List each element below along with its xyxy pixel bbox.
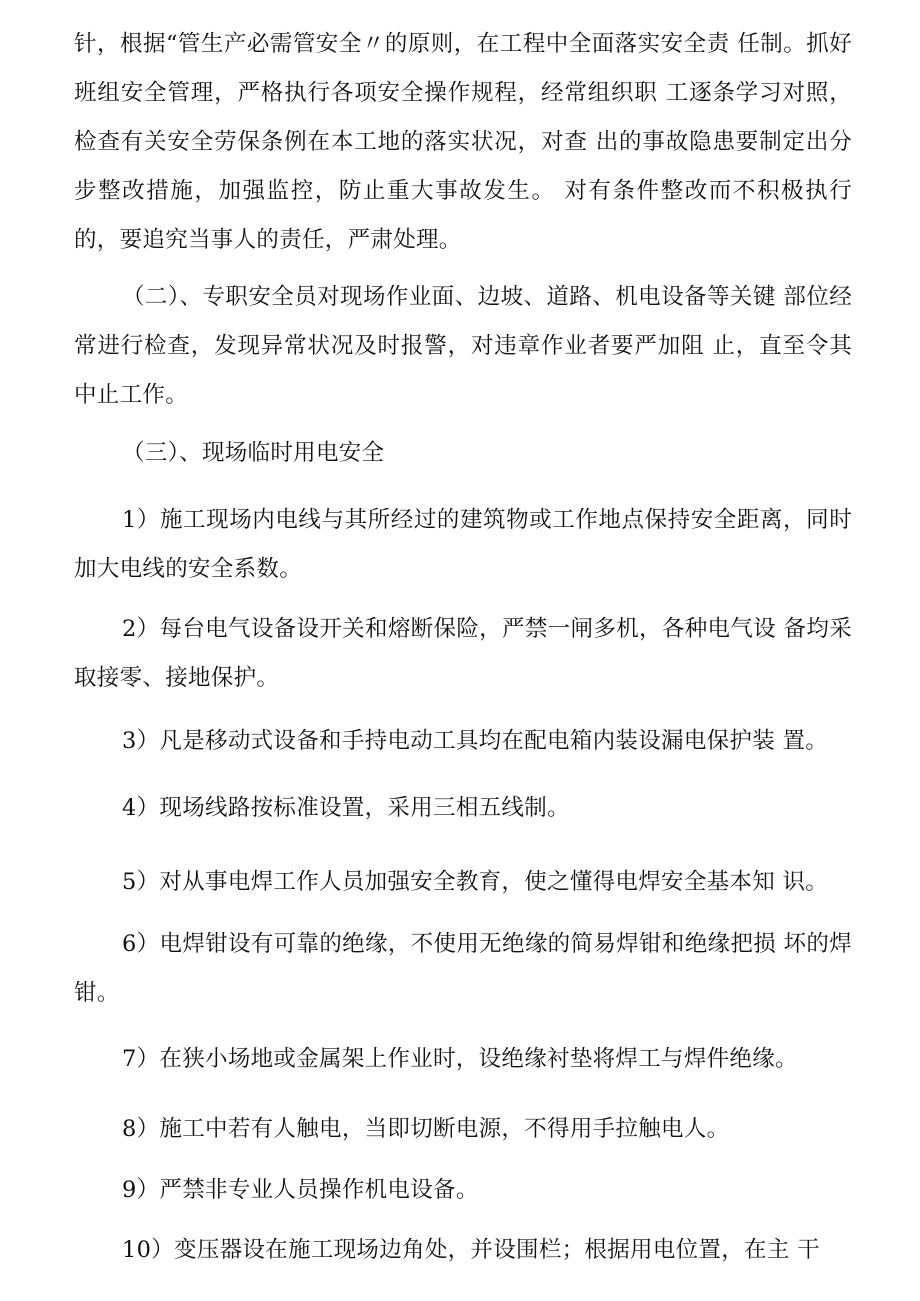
list-item-10: 10）变压器设在施工现场边角处，并设围栏；根据用电位置，在主 干 [122,1237,820,1263]
paragraph-safety-officer-inspection: （二）、专职安全员对现场作业面、边坡、道路、机电设备等关键 部位经常进行检查，发现异常状况及时报警，对违章作业者要严加阻 止，直至令其中止工作。 [74,284,852,408]
list-item-6: 6）电焊钳设有可靠的绝缘，不使用无绝缘的简易焊钳和绝缘把损 坏的焊钳。 [74,931,852,1006]
paragraph-safety-responsibility: 针，根据“管生产必需管安全〃的原则，在工程中全面落实安全责 任制。抓好班组安全管理，严格执行各项安全操作规程，经常组织职 工逐条学习对照，检查有关安全劳保条例在本工地的落实状况，对查 出的事故隐患要制定出分步整改措施，加强监控，防止重大事故发生。 对有条件整改而不积极执行的，要追究当事人的责任，严肃处理。 [74,31,852,253]
list-item-8: 8）施工中若有人触电，当即切断电源，不得用手拉触电人。 [122,1116,730,1142]
list-item-5: 5）对从事电焊工作人员加强安全教育，使之懂得电焊安全基本知 识。 [122,869,829,895]
list-item-3: 3）凡是移动式设备和手持电动工具均在配电箱内装设漏电保护装 置。 [122,728,829,754]
section-heading-temporary-electricity: （三）、现场临时用电安全 [122,440,385,466]
list-item-4: 4）现场线路按标准设置，采用三相五线制。 [122,795,570,821]
list-item-2: 2）每台电气设备设开关和熔断保险，严禁一闸多机，各种电气设 备均采取接零、接地保护。 [74,616,852,691]
list-item-9: 9）严禁非专业人员操作机电设备。 [122,1177,479,1203]
list-item-7: 7）在狭小场地或金属架上作业时，设绝缘衬垫将焊工与焊件绝缘。 [122,1046,798,1072]
list-item-1: 1）施工现场内电线与其所经过的建筑物或工作地点保持安全距离，同时加大电线的安全系数。 [74,507,852,582]
